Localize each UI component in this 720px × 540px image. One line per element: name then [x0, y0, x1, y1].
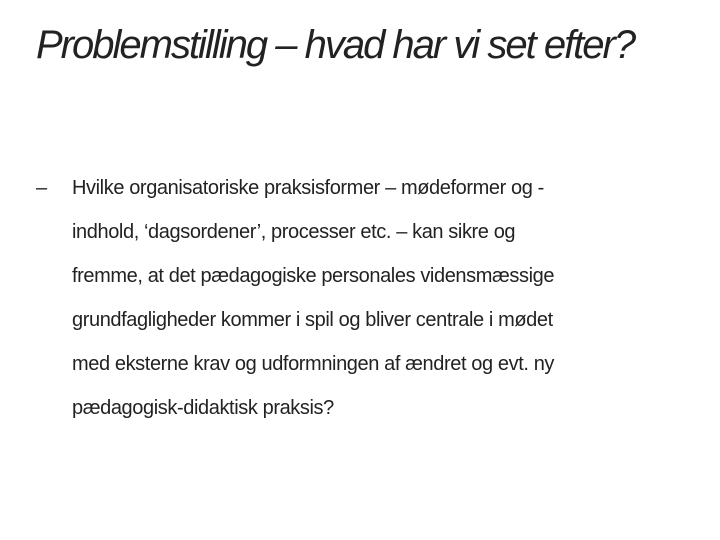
slide-title: Problemstilling – hvad har vi set efter?	[36, 23, 635, 67]
bullet-dash-marker: –	[36, 177, 48, 199]
bullet-text-line: grundfagligheder kommer i spil og bliver centrale i mødet	[72, 309, 553, 331]
bullet-text-line: indhold, ‘dagsordener’, processer etc. – kan sikre og	[72, 221, 516, 243]
bullet-text-line: pædagogisk-didaktisk praksis?	[72, 397, 334, 419]
bullet-text-line: med eksterne krav og udformningen af ændret og evt. ny	[72, 353, 555, 375]
bullet-item	[36, 166, 686, 430]
bullet-list	[36, 166, 686, 430]
bullet-text-line: fremme, at det pædagogiske personales vidensmæssige	[72, 265, 555, 287]
bullet-text-line: Hvilke organisatoriske praksisformer – mødeformer og -	[72, 177, 544, 199]
